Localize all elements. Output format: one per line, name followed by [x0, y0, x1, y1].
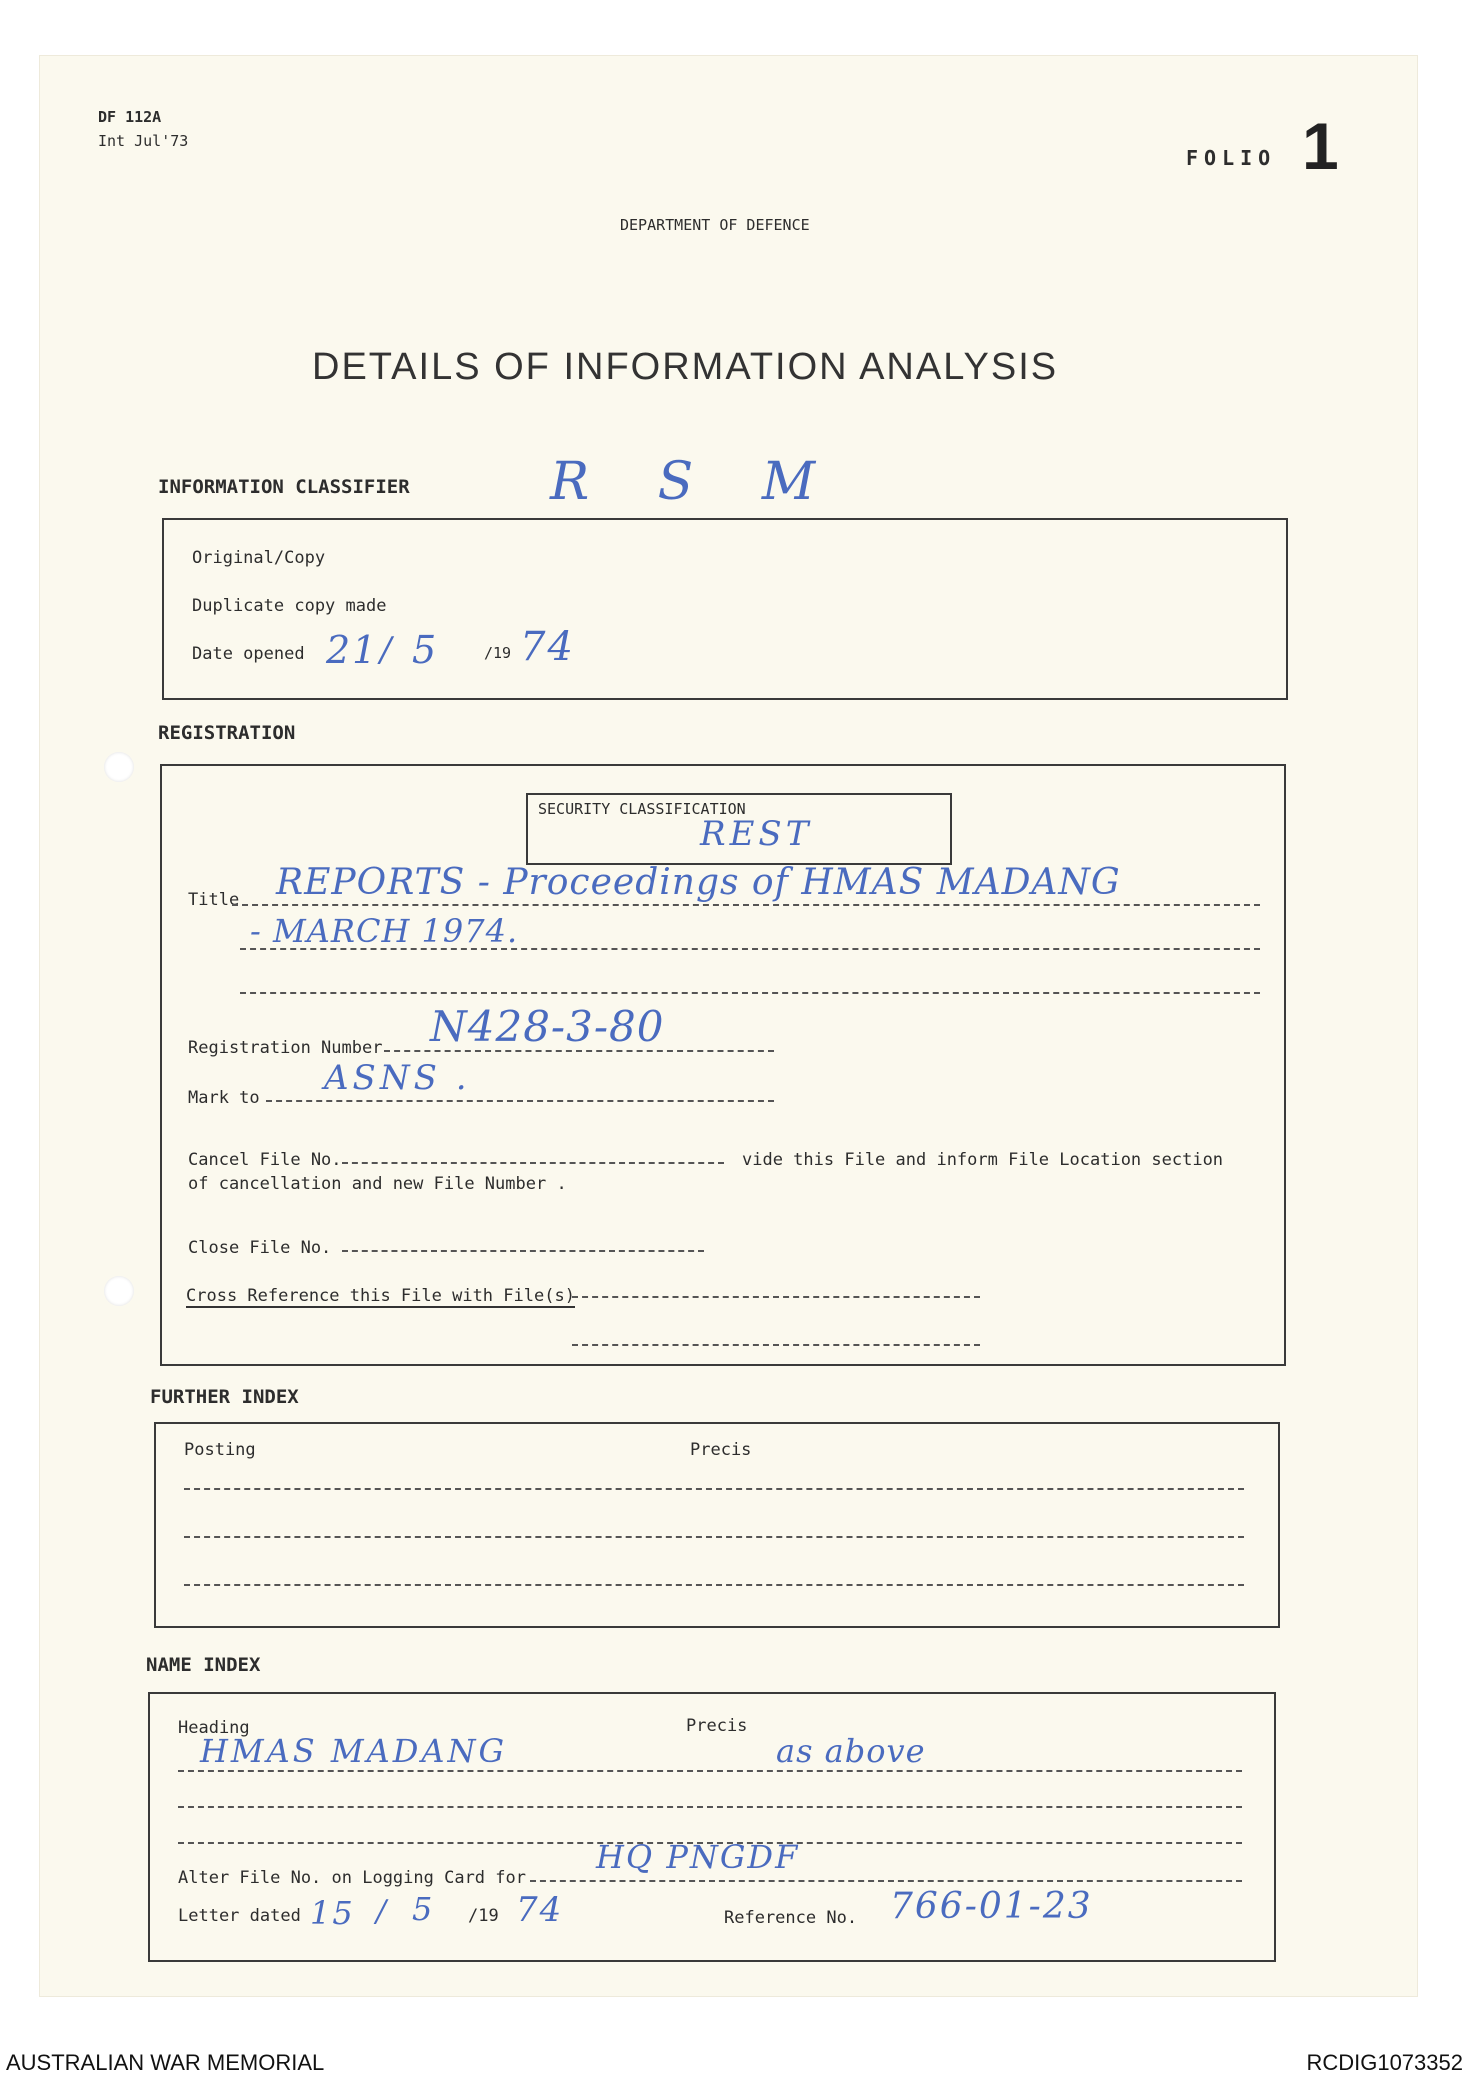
letter-year: 74	[516, 1890, 564, 1930]
cancel-file-label: Cancel File No.	[188, 1150, 342, 1170]
name-index-heading: NAME INDEX	[146, 1654, 261, 1676]
letter-century: /19	[468, 1906, 499, 1926]
mark-to-value: ASNS .	[324, 1058, 471, 1098]
alter-file-value: HQ PNGDF	[596, 1838, 800, 1876]
posting-label: Posting	[184, 1440, 256, 1460]
footer-right: RCDIG1073352	[1306, 2050, 1463, 2075]
form-code: DF 112A	[98, 108, 162, 126]
letter-month: 5	[412, 1890, 435, 1928]
date-opened-year: 74	[520, 624, 575, 670]
close-file-label: Close File No.	[188, 1238, 332, 1258]
form-date: Int Jul'73	[98, 132, 189, 150]
title-line-2: - MARCH 1974.	[250, 912, 519, 950]
duplicate-label: Duplicate copy made	[192, 596, 387, 616]
cancel-file-line-2: of cancellation and new File Number .	[188, 1174, 567, 1194]
footer-left: AUSTRALIAN WAR MEMORIAL	[6, 2050, 325, 2075]
original-copy-label: Original/Copy	[192, 548, 326, 568]
name-heading-value: HMAS MADANG	[200, 1732, 508, 1770]
reference-value: 766-01-23	[890, 1886, 1093, 1927]
date-opened-sep: /	[380, 630, 394, 670]
page-title: DETAILS OF INFORMATION ANALYSIS	[312, 346, 1059, 388]
date-opened-day: 21	[326, 628, 379, 672]
folio-label: FOLIO	[1186, 146, 1277, 170]
reference-label: Reference No.	[724, 1908, 858, 1928]
registration-heading: REGISTRATION	[158, 722, 296, 744]
date-opened-century: /19	[484, 644, 512, 662]
title-line-1: REPORTS - Proceedings of HMAS MADANG	[276, 862, 1121, 903]
punch-hole-top	[104, 752, 134, 782]
title-label: Title	[188, 890, 240, 910]
security-classification-value: REST	[700, 814, 813, 854]
name-heading-label: Heading	[178, 1718, 250, 1738]
further-index-heading: FURTHER INDEX	[150, 1386, 299, 1408]
name-precis-value: as above	[776, 1732, 926, 1770]
date-opened-label: Date opened	[192, 644, 305, 664]
punch-hole-bottom	[104, 1276, 134, 1306]
mark-to-label: Mark to	[188, 1088, 260, 1108]
classifier-heading: INFORMATION CLASSIFIER	[158, 476, 410, 498]
cancel-file-suffix: vide this File and inform File Location section	[742, 1150, 1224, 1170]
registration-number-value: N428-3-80	[430, 1002, 665, 1051]
date-opened-month: 5	[412, 628, 439, 672]
registration-number-label: Registration Number	[188, 1038, 383, 1058]
alter-file-label: Alter File No. on Logging Card for	[178, 1868, 526, 1888]
letter-dated-label: Letter dated	[178, 1906, 301, 1926]
classifier-handwritten: R S M	[550, 452, 842, 512]
letter-sep: /	[376, 1894, 389, 1929]
folio-number: 1	[1302, 109, 1339, 183]
cross-reference-label: Cross Reference this File with File(s)	[186, 1286, 575, 1306]
name-precis-label: Precis	[686, 1716, 748, 1736]
department: DEPARTMENT OF DEFENCE	[620, 216, 810, 234]
letter-day: 15	[310, 1894, 355, 1932]
security-classification-label: SECURITY CLASSIFICATION	[538, 800, 746, 818]
further-precis-label: Precis	[690, 1440, 752, 1460]
